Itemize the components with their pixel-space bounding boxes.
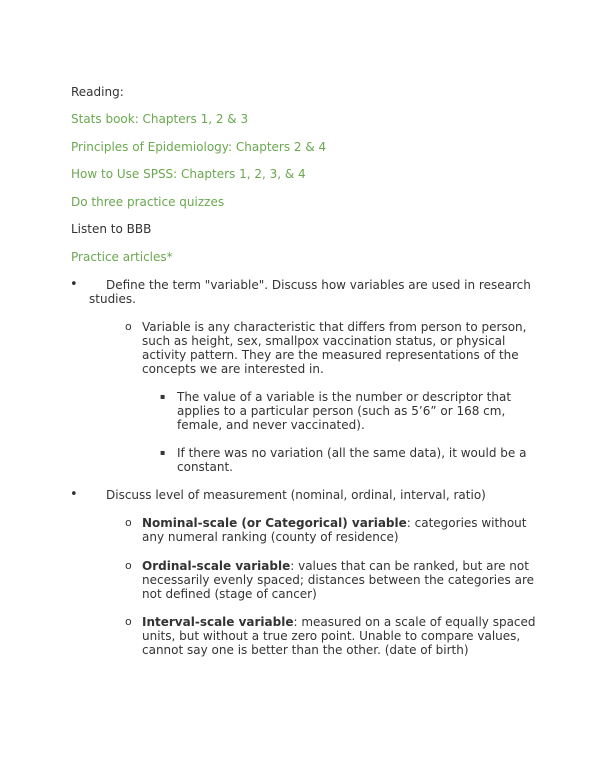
practice-articles-item: Practice articles*	[71, 250, 173, 264]
listen-item: Listen to BBB	[71, 222, 152, 236]
ordinal-scale-item	[142, 559, 537, 601]
interval-scale-desc: : measured on a scale of equally spaced units, but without a true zero point. Unable to compare values, cannot say one is better than the other. (date of birth)	[142, 615, 536, 657]
question-measurement-text: Discuss level of measurement (nominal, ordinal, interval, ratio)	[106, 488, 486, 502]
reading-item: How to Use SPSS: Chapters 1, 2, 3, & 4	[71, 167, 306, 181]
question-measurement	[89, 488, 539, 502]
variable-constant-point: If there was no variation (all the same data), it would be a constant.	[177, 446, 527, 474]
ordinal-scale-desc: : values that can be ranked, but are not necessarily evenly spaced; distances between the categories are not defined (stage of cancer)	[142, 559, 534, 601]
bullet-circle: o	[125, 559, 132, 572]
reading-item: Principles of Epidemiology: Chapters 2 & 4	[71, 140, 327, 154]
interval-scale-term: Interval-scale variable	[142, 615, 294, 629]
bullet-circle: o	[125, 516, 132, 529]
bullet-square: ▪	[160, 448, 166, 457]
bullet-circle: o	[125, 320, 132, 333]
bullet-disc: •	[70, 277, 78, 292]
interval-scale-item	[142, 615, 537, 657]
question-variable	[89, 278, 539, 306]
reading-heading: Reading:	[71, 85, 124, 99]
ordinal-scale-term: Ordinal-scale variable	[142, 559, 291, 573]
bullet-circle: o	[125, 615, 132, 628]
bullet-disc: •	[70, 487, 78, 502]
bullet-square: ▪	[160, 392, 166, 401]
nominal-scale-desc: : categories without any numeral ranking (county of residence)	[142, 516, 527, 544]
nominal-scale-item	[142, 516, 537, 544]
variable-value-point: The value of a variable is the number or descriptor that applies to a particular person (such as 5’6” or 168 cm, female, and never vaccinated).	[177, 390, 512, 432]
question-variable-text: Define the term "variable". Discuss how variables are used in research studies.	[89, 278, 531, 306]
nominal-scale-term: Nominal-scale (or Categorical) variable	[142, 516, 407, 530]
reading-item: Do three practice quizzes	[71, 195, 225, 209]
reading-item: Stats book: Chapters 1, 2 & 3	[71, 112, 249, 126]
variable-definition: Variable is any characteristic that differs from person to person, such as height, sex, smallpox vaccination status, or physical activity pattern. They are the measured representations of the concepts we are interested in.	[142, 320, 527, 376]
